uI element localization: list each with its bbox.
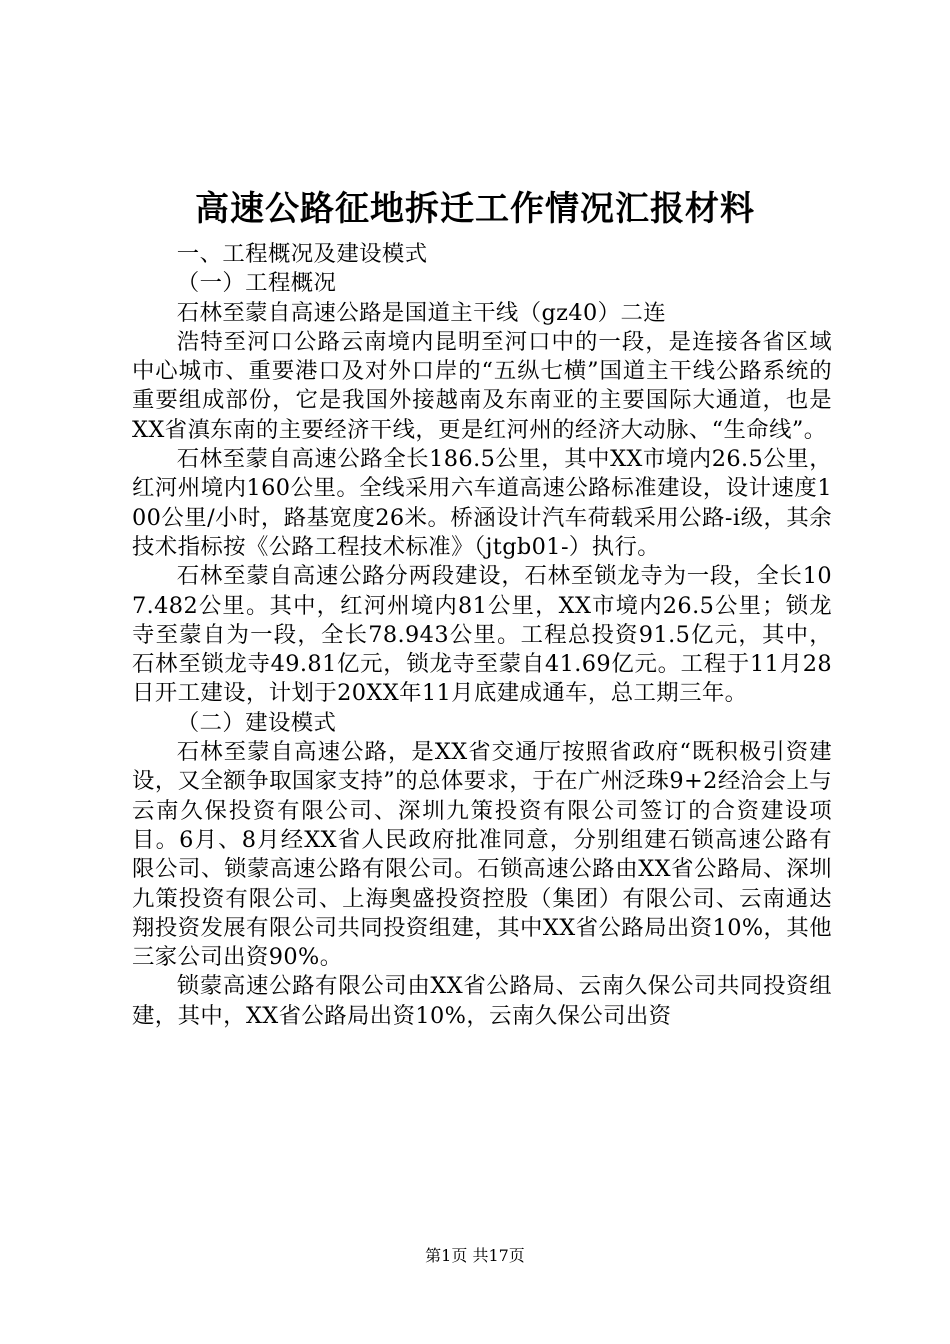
document-body — [132, 240, 832, 1031]
section-heading: 一、工程概况及建设模式 — [176, 241, 428, 267]
paragraph: 锁蒙高速公路有限公司由XX省公路局、云南久保公司共同投资组建，其中，XX省公路局出资10%，云南久保公司出资 — [132, 973, 832, 1029]
subsection-heading: （二）建设模式 — [176, 709, 337, 736]
subsection-heading: （一）工程概况 — [176, 270, 337, 297]
paragraph: 石林至蒙自高速公路分两段建设，石林至锁龙寺为一段，全长107.482公里。其中，红河州境内81公里，XX市境内26.5公里；锁龙寺至蒙自为一段，全长78.943公里。工程总投资91.5亿元，其中，石林至锁龙寺49.81亿元，锁龙寺至蒙自41.69亿元。工程于11月28日开工建设，计划于20XX年11月底建成通车，总工期三年。 — [132, 563, 832, 707]
paragraph: 浩特至河口公路云南境内昆明至河口中的一段，是连接各省区域中心城市、重要港口及对外口岸的“五纵七横”国道主干线公路系统的重要组成部份，它是我国外接越南及东南亚的主要国际大通道，也是XX省滇东南的主要经济干线，更是红河州的经济大动脉、“生命线”。 — [132, 328, 832, 443]
paragraph: 石林至蒙自高速公路是国道主干线（gz40）二连 — [176, 299, 667, 326]
paragraph: 石林至蒙自高速公路全长186.5公里，其中XX市境内26.5公里，红河州境内160公里。全线采用六车道高速公路标准建设，设计速度100公里/小时，路基宽度26米。桥涵设计汽车荷载采用公路-ⅰ级，其余技术指标按《公路工程技术标准》（jtgb01-）执行。 — [132, 446, 832, 560]
document-title: 高速公路征地拆迁工作情况汇报材料 — [195, 189, 755, 229]
paragraph: 石林至蒙自高速公路，是XX省交通厅按照省政府“既积极引资建设，又全额争取国家支持”的总体要求，于在广州泛珠9+2经洽会上与云南久保投资有限公司、深圳九策投资有限公司签订的合资建设项目。6月、8月经XX省人民政府批准同意，分别组建石锁高速公路有限公司、锁蒙高速公路有限公司。石锁高速公路由XX省公路局、深圳九策投资有限公司、上海奥盛投资控股（集团）有限公司、云南通达翔投资发展有限公司共同投资组建，其中XX省公路局出资10%，其他三家公司出资90%。 — [132, 739, 832, 971]
page-footer: 第1页 共17页 — [425, 1246, 525, 1265]
